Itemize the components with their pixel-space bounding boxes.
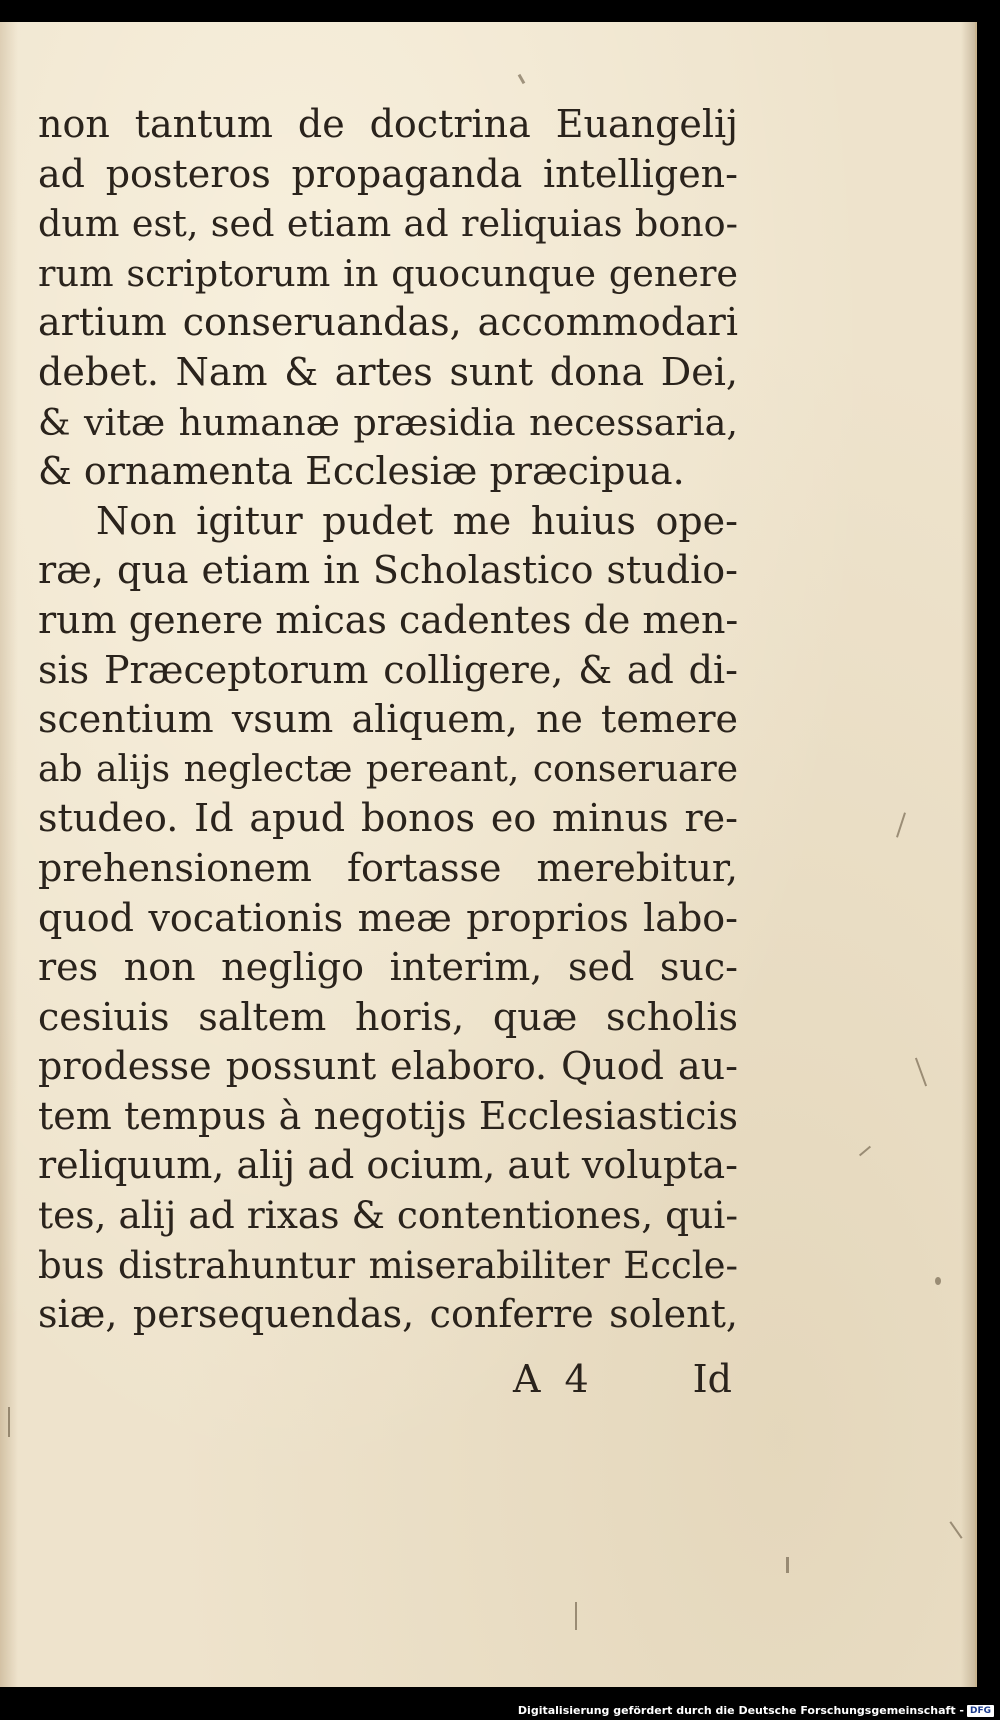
paper-speck: [8, 1407, 10, 1437]
text-line: res non negligo interim, sed suc-: [38, 945, 738, 990]
paper-speck: [915, 1058, 927, 1087]
text-line: tem tempus à negotijs Ecclesiasticis: [38, 1093, 738, 1138]
paper-speck: [575, 1602, 577, 1630]
text-line: rum genere micas cadentes de men-: [38, 597, 739, 642]
text-line: quod vocationis meæ proprios labo-: [38, 895, 738, 940]
text-line: prodesse possunt elaboro. Quod au-: [38, 1044, 738, 1089]
credit-text: Digitalisierung gefördert durch die Deutsche Forschungsgemeinschaft -: [517, 1704, 964, 1717]
body-text: [38, 100, 738, 1340]
text-line: artium conseruandas, accommodari: [38, 300, 738, 345]
text-line: & ornamenta Ecclesiæ præcipua.: [38, 449, 685, 494]
paper-speck: [949, 1521, 962, 1539]
paper-speck: [518, 74, 526, 84]
text-line: debet. Nam & artes sunt dona Dei,: [38, 349, 738, 394]
signature-mark: A 4: [513, 1357, 595, 1401]
text-line: ad posteros propaganda intelligen-: [38, 151, 738, 196]
paper-speck: [896, 812, 906, 837]
text-line: reliquum, alij ad ocium, aut volupta-: [38, 1143, 738, 1188]
text-line: tes, alij ad rixas & contentiones, qui-: [38, 1193, 738, 1238]
text-line: dum est, sed etiam ad reliquias bono-: [38, 202, 738, 246]
text-line: bus distrahuntur miserabiliter Eccle-: [38, 1243, 738, 1287]
text-line: rum scriptorum in quocunque genere: [38, 251, 738, 295]
catchword: Id: [692, 1357, 732, 1401]
book-page: [0, 22, 977, 1687]
text-line: studeo. Id apud bonos eo minus re-: [38, 796, 738, 841]
text-line: ræ, qua etiam in Scholastico studio-: [38, 548, 738, 593]
text-line: non tantum de doctrina Euangelij: [38, 102, 738, 146]
text-line: cesiuis saltem horis, quæ scholis: [38, 994, 738, 1039]
paper-speck: [786, 1557, 789, 1573]
digitization-credit: [518, 1704, 994, 1717]
text-line: siæ, persequendas, conferre solent,: [38, 1292, 738, 1337]
page-footer-line: [38, 1357, 738, 1409]
text-line: ab alijs neglectæ pereant, conseruare: [38, 748, 738, 790]
text-line: scentium vsum aliquem, ne temere: [38, 697, 738, 742]
text-line: Non igitur pudet me huius ope-: [96, 498, 738, 543]
paper-speck: [935, 1277, 941, 1285]
text-line: prehensionem fortasse merebitur,: [38, 845, 738, 890]
text-line: sis Præceptorum colligere, & ad di-: [38, 647, 738, 692]
dfg-logo: DFG: [967, 1705, 994, 1717]
paper-speck: [859, 1146, 871, 1157]
text-line: & vitæ humanæ præsidia necessaria,: [38, 400, 738, 444]
